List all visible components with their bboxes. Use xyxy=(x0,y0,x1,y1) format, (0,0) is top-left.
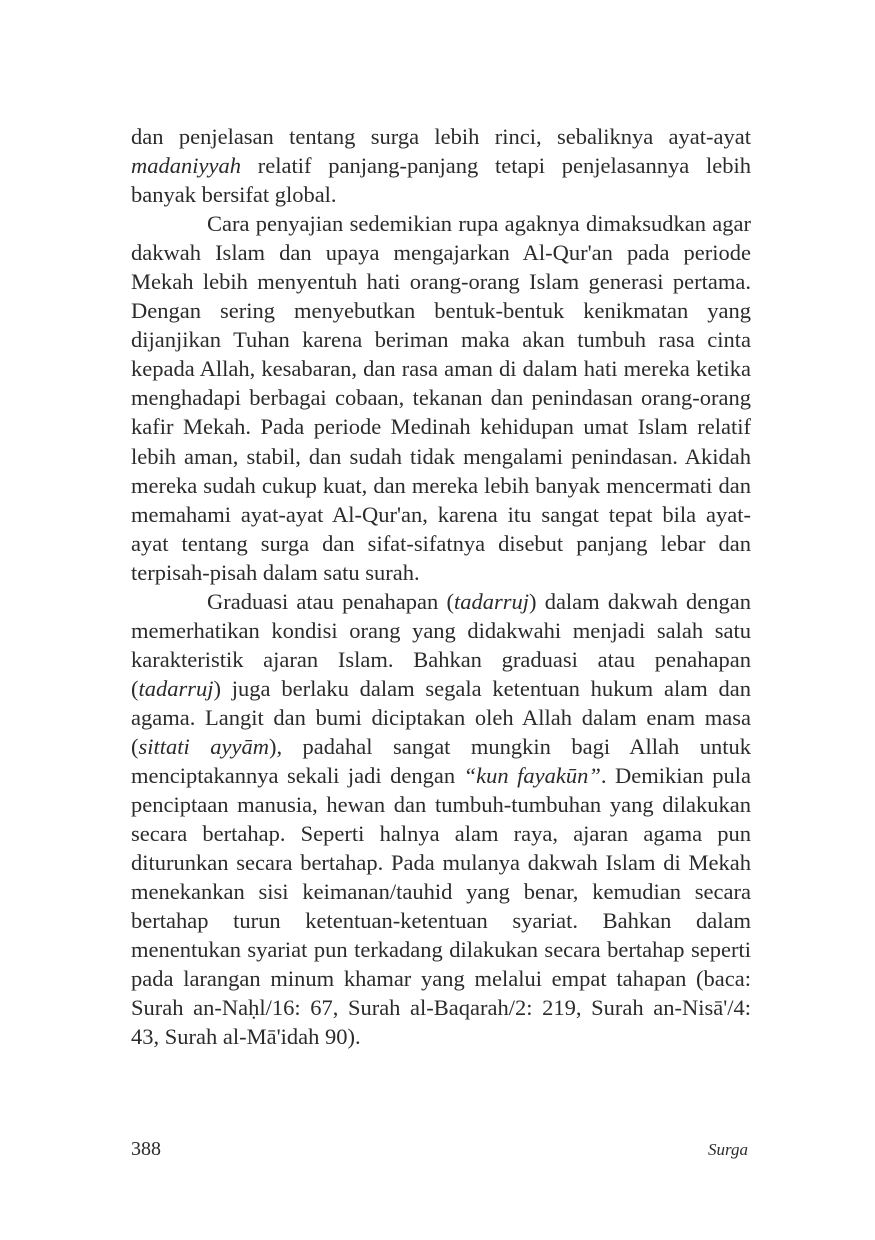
term-madaniyyah: madaniyyah xyxy=(131,153,241,179)
term-kun-fayakun: “kun fayakūn” xyxy=(463,763,601,789)
page-number: 388 xyxy=(131,1138,161,1160)
paragraph-2: Cara penyajian sedemikian rupa agaknya dimaksudkan agar dakwah Islam dan upaya mengajarkan Al-Qur'an pada periode Mekah lebih menyentuh hati orang-orang Islam generasi pertama. Dengan sering menyebutkan bentuk-bentuk kenikmatan yang dijanjikan Tuhan karena beriman maka akan tumbuh rasa cinta kepada Allah, kesabaran, dan rasa aman di dalam hati mereka ketika menghadapi berbagai cobaan, tekanan dan penindasan orang-orang kafir Mekah. Pada periode Medinah kehidupan umat Islam relatif lebih aman, stabil, dan sudah tidak mengalami penindasan. Akidah mereka sudah cukup kuat, dan mereka lebih banyak mencermati dan memahami ayat-ayat Al-Qur'an, karena itu sangat tepat bila ayat-ayat tentang surga dan sifat-sifatnya disebut panjang lebar dan terpisah-pisah dalam satu surah. xyxy=(131,211,751,585)
term-tadarruj-2: tadarruj xyxy=(138,675,214,701)
paragraph-1: dan penjelasan tentang surga lebih rinci, sebaliknya ayat-ayat madaniyyah relatif panjang-panjang tetapi penjelasannya lebih banyak bersifat global. xyxy=(131,124,751,208)
term-sittati-ayyam: sittati ayyām xyxy=(138,733,269,759)
body-text xyxy=(131,122,751,1052)
paragraph-3: Graduasi atau penahapan (tadarruj) dalam dakwah dengan memerhatikan kondisi orang yang didakwahi menjadi salah satu karakteristik ajaran Islam. Bahkan graduasi atau penahapan (tadarruj) juga berlaku dalam segala ketentuan hukum alam dan agama. Langit dan bumi diciptakan oleh Allah dalam enam masa (sittati ayyām), padahal sangat mungkin bagi Allah untuk menciptakannya sekali jadi dengan “kun fayakūn”. Demikian pula penciptaan manusia, hewan dan tumbuh-tumbuhan yang dilakukan secara bertahap. Seperti halnya alam raya, ajaran agama pun diturunkan secara bertahap. Pada mulanya dakwah Islam di Mekah menekankan sisi keimanan/tauhid yang benar, kemudian secara bertahap turun ketentuan-ketentuan syariat. Bahkan dalam menentukan syariat pun terkadang dilakukan secara bertahap seperti pada larangan minum khamar yang melalui empat tahapan (baca: Surah an-Naḥl/16: 67, Surah al-Baqarah/2: 219, Surah an-Nisā'/4: 43, Surah al-Mā'idah 90). xyxy=(131,588,752,1050)
term-tadarruj: tadarruj xyxy=(453,588,529,614)
running-title: Surga xyxy=(708,1140,748,1159)
